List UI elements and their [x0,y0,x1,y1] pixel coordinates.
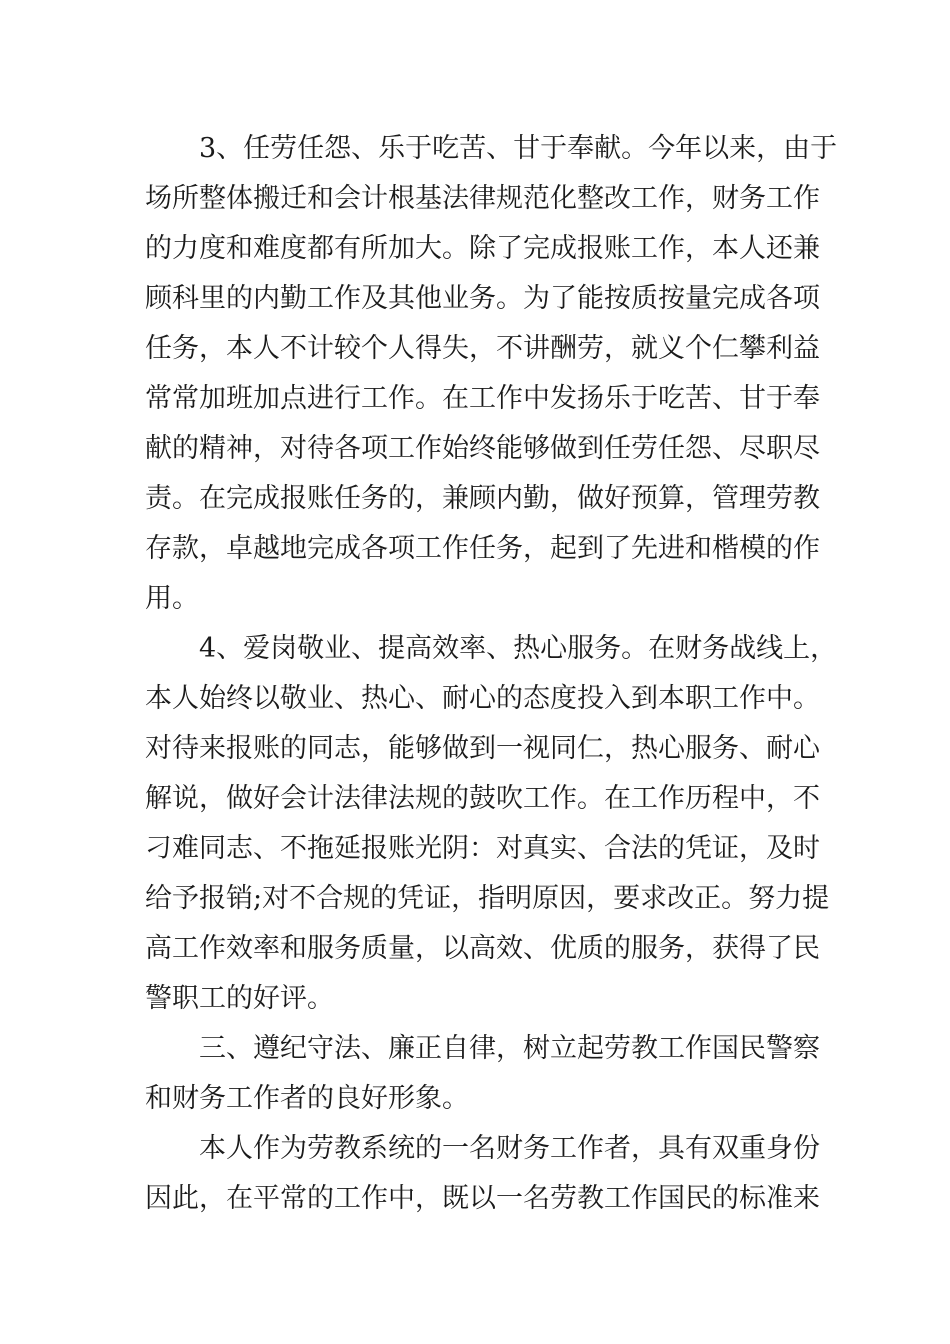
paragraph-4-line-1: 4、爱岗敬业、提高效率、热心服务。在财务战线上， [199,633,838,664]
paragraph-3-line-8: 责。在完成报账任务的，兼顾内勤，做好预算，管理劳教 [145,483,820,514]
paragraph-3-line-3: 的力度和难度都有所加大。除了完成报账工作，本人还兼 [145,233,820,264]
section-3-heading-line-2: 和财务工作者的良好形象。 [145,1083,469,1114]
paragraph-4-line-4: 解说，做好会计法律法规的鼓吹工作。在工作历程中，不 [145,783,820,814]
document-body [145,124,838,1224]
paragraph-4-line-8: 警职工的好评。 [145,983,334,1014]
self-paragraph-line-2: 因此，在平常的工作中，既以一名劳教工作国民的标准来 [145,1183,820,1214]
paragraph-3-line-10: 用。 [145,583,199,614]
paragraph-4-line-2: 本人始终以敬业、热心、耐心的态度投入到本职工作中。 [145,683,820,714]
self-paragraph-line-1: 本人作为劳教系统的一名财务工作者，具有双重身份 [199,1133,820,1164]
paragraph-4-line-5: 刁难同志、不拖延报账光阴：对真实、合法的凭证，及时 [145,833,820,864]
paragraph-4-line-7: 高工作效率和服务质量，以高效、优质的服务，获得了民 [145,933,820,964]
paragraph-3-line-9: 存款，卓越地完成各项工作任务，起到了先进和楷模的作 [145,533,820,564]
paragraph-3-line-7: 献的精神，对待各项工作始终能够做到任劳任怨、尽职尽 [145,433,820,464]
paragraph-3-line-6: 常常加班加点进行工作。在工作中发扬乐于吃苦、甘于奉 [145,383,820,414]
paragraph-3-line-2: 场所整体搬迁和会计根基法律规范化整改工作，财务工作 [145,183,820,214]
paragraph-3-line-1: 3、任劳任怨、乐于吃苦、甘于奉献。今年以来，由于 [199,133,838,164]
section-3-heading-line-1: 三、遵纪守法、廉正自律，树立起劳教工作国民警察 [199,1033,820,1064]
paragraph-4-line-3: 对待来报账的同志，能够做到一视同仁，热心服务、耐心 [145,733,820,764]
paragraph-4-line-6: 给予报销;对不合规的凭证，指明原因，要求改正。努力提 [145,883,830,914]
paragraph-3-line-4: 顾科里的内勤工作及其他业务。为了能按质按量完成各项 [145,283,820,314]
paragraph-3-line-5: 任务，本人不计较个人得失，不讲酬劳，就义个仁攀利益 [145,333,820,364]
